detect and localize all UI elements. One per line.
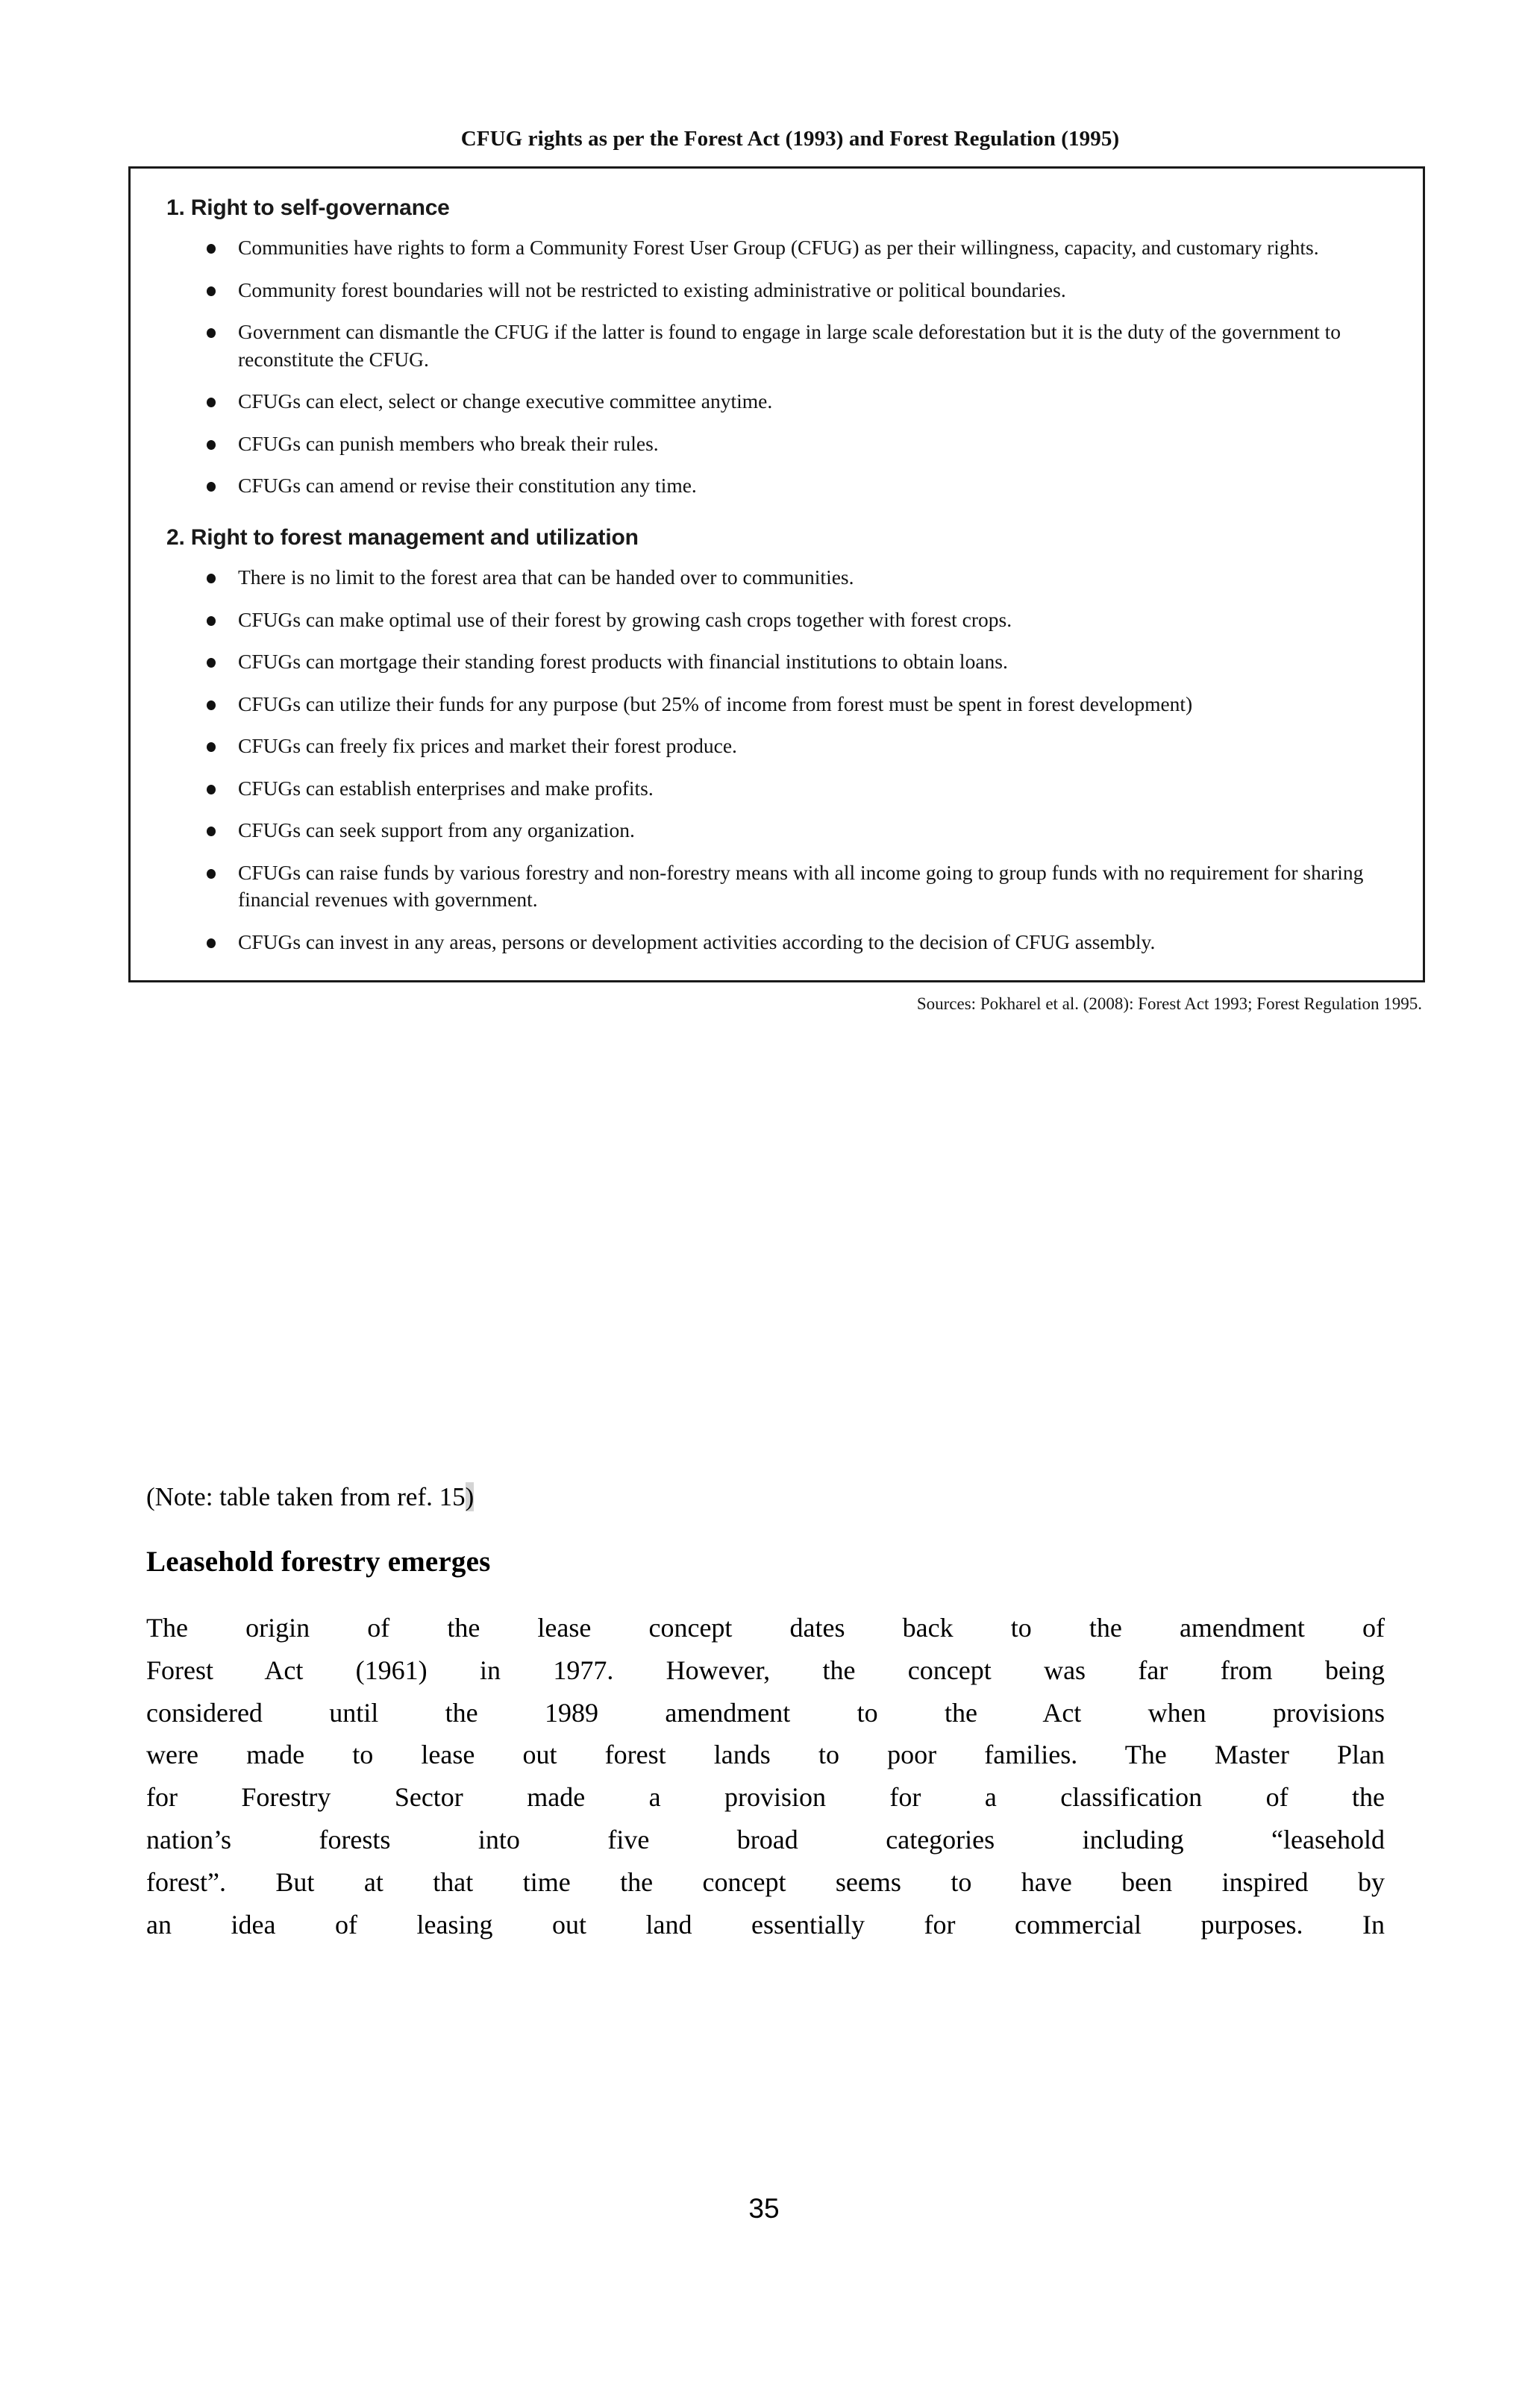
bullet-dot-icon [207,742,216,752]
bullet-dot-icon [207,286,216,296]
list-item-text: CFUGs can punish members who break their rules. [238,431,659,455]
section-heading-self-governance: 1. Right to self-governance [166,195,450,220]
list-item [160,929,1393,956]
list-item [160,648,1393,676]
paragraph-line: considered until the 1989 amendment to the Act when provisions [146,1697,1385,1728]
bullet-dot-icon [207,440,216,450]
list-item-text: CFUGs can establish enterprises and make profits. [238,776,654,800]
list-item [160,775,1393,803]
list-item [160,733,1393,760]
list-item-text: CFUGs can freely fix prices and market their forest produce. [238,734,737,758]
bullet-dot-icon [207,785,216,794]
bullet-dot-icon [207,398,216,407]
list-item [160,319,1393,373]
list-item [160,691,1393,718]
list-item [160,388,1393,416]
bullet-dot-icon [207,328,216,338]
bullet-dot-icon [207,827,216,836]
paragraph-line: The origin of the lease concept dates back to the amendment of [146,1612,1385,1643]
list-item-text: CFUGs can utilize their funds for any purpose (but 25% of income from forest must be spent in forest development) [238,692,1193,715]
list-item-text: CFUGs can mortgage their standing forest products with financial institutions to obtain loans. [238,650,1008,674]
list-item-text: CFUGs can make optimal use of their forest by growing cash crops together with forest crops. [238,607,1012,631]
paragraph-line: an idea of leasing out land essentially for commercial purposes. In [146,1909,1385,1940]
list-item-text: CFUGs can raise funds by various forestry and non-forestry means with all income going to group funds with no requirement for sharing financial revenues with government. [238,860,1364,912]
rights-box [128,166,1425,982]
bullet-dot-icon [207,658,216,668]
bullet-dot-icon [207,574,216,583]
bullet-dot-icon [207,244,216,254]
note-text: (Note: table taken from ref. 15 [146,1482,466,1511]
list-item-text: Government can dismantle the CFUG if the latter is found to engage in large scale deforestation but it is the duty of the government to reconstitute the CFUG. [238,320,1341,371]
list-item-text: CFUGs can seek support from any organization. [238,818,635,842]
note-highlighted-paren: ) [465,1482,475,1511]
body-text-area [146,1481,1385,1946]
body-paragraph [146,1607,1385,1946]
list-item [160,606,1393,634]
list-item [160,859,1393,914]
list-item-text: CFUGs can elect, select or change executive committee anytime. [238,389,773,413]
paragraph-line: were made to lease out forest lands to poor families. The Master Plan [146,1740,1385,1770]
bullet-dot-icon [207,700,216,710]
page-number: 35 [748,2193,780,2224]
section-heading-forest-management: 2. Right to forest management and utilization [166,524,639,550]
list-item-text: There is no limit to the forest area that can be handed over to communities. [238,565,854,589]
list-item-text: CFUGs can amend or revise their constitution any time. [238,474,697,498]
cfug-rights-figure [128,127,1425,1014]
list-item [160,277,1393,304]
bullet-list-forest-management [160,564,1393,956]
figure-title: CFUG rights as per the Forest Act (1993) and Forest Regulation (1995) [460,127,1120,151]
list-item [160,817,1393,844]
bullet-list-self-governance [160,234,1393,500]
list-item [160,472,1393,500]
paragraph-line: Forest Act (1961) in 1977. However, the concept was far from being [146,1655,1385,1685]
paragraph-line: for Forestry Sector made a provision for a classification of the [146,1782,1385,1813]
bullet-dot-icon [207,938,216,948]
list-item-text: Community forest boundaries will not be restricted to existing administrative or political boundaries. [238,278,1066,301]
list-item [160,234,1393,262]
list-item-text: CFUGs can invest in any areas, persons or development activities according to the decision of CFUG assembly. [238,930,1156,953]
note-line [146,1481,1385,1514]
list-item [160,430,1393,458]
bullet-dot-icon [207,869,216,879]
bullet-dot-icon [207,482,216,492]
figure-sources: Sources: Pokharel et al. (2008): Forest Act 1993; Forest Regulation 1995. [916,994,1422,1013]
paragraph-line: forest”. But at that time the concept seems to have been inspired by [146,1867,1385,1897]
bullet-dot-icon [207,616,216,626]
paragraph-line: nation’s forests into five broad categories including “leasehold [146,1825,1385,1855]
list-item [160,564,1393,592]
list-item-text: Communities have rights to form a Community Forest User Group (CFUG) as per their willingness, capacity, and customary rights. [238,236,1319,259]
page-heading: Leasehold forestry emerges [146,1545,491,1578]
